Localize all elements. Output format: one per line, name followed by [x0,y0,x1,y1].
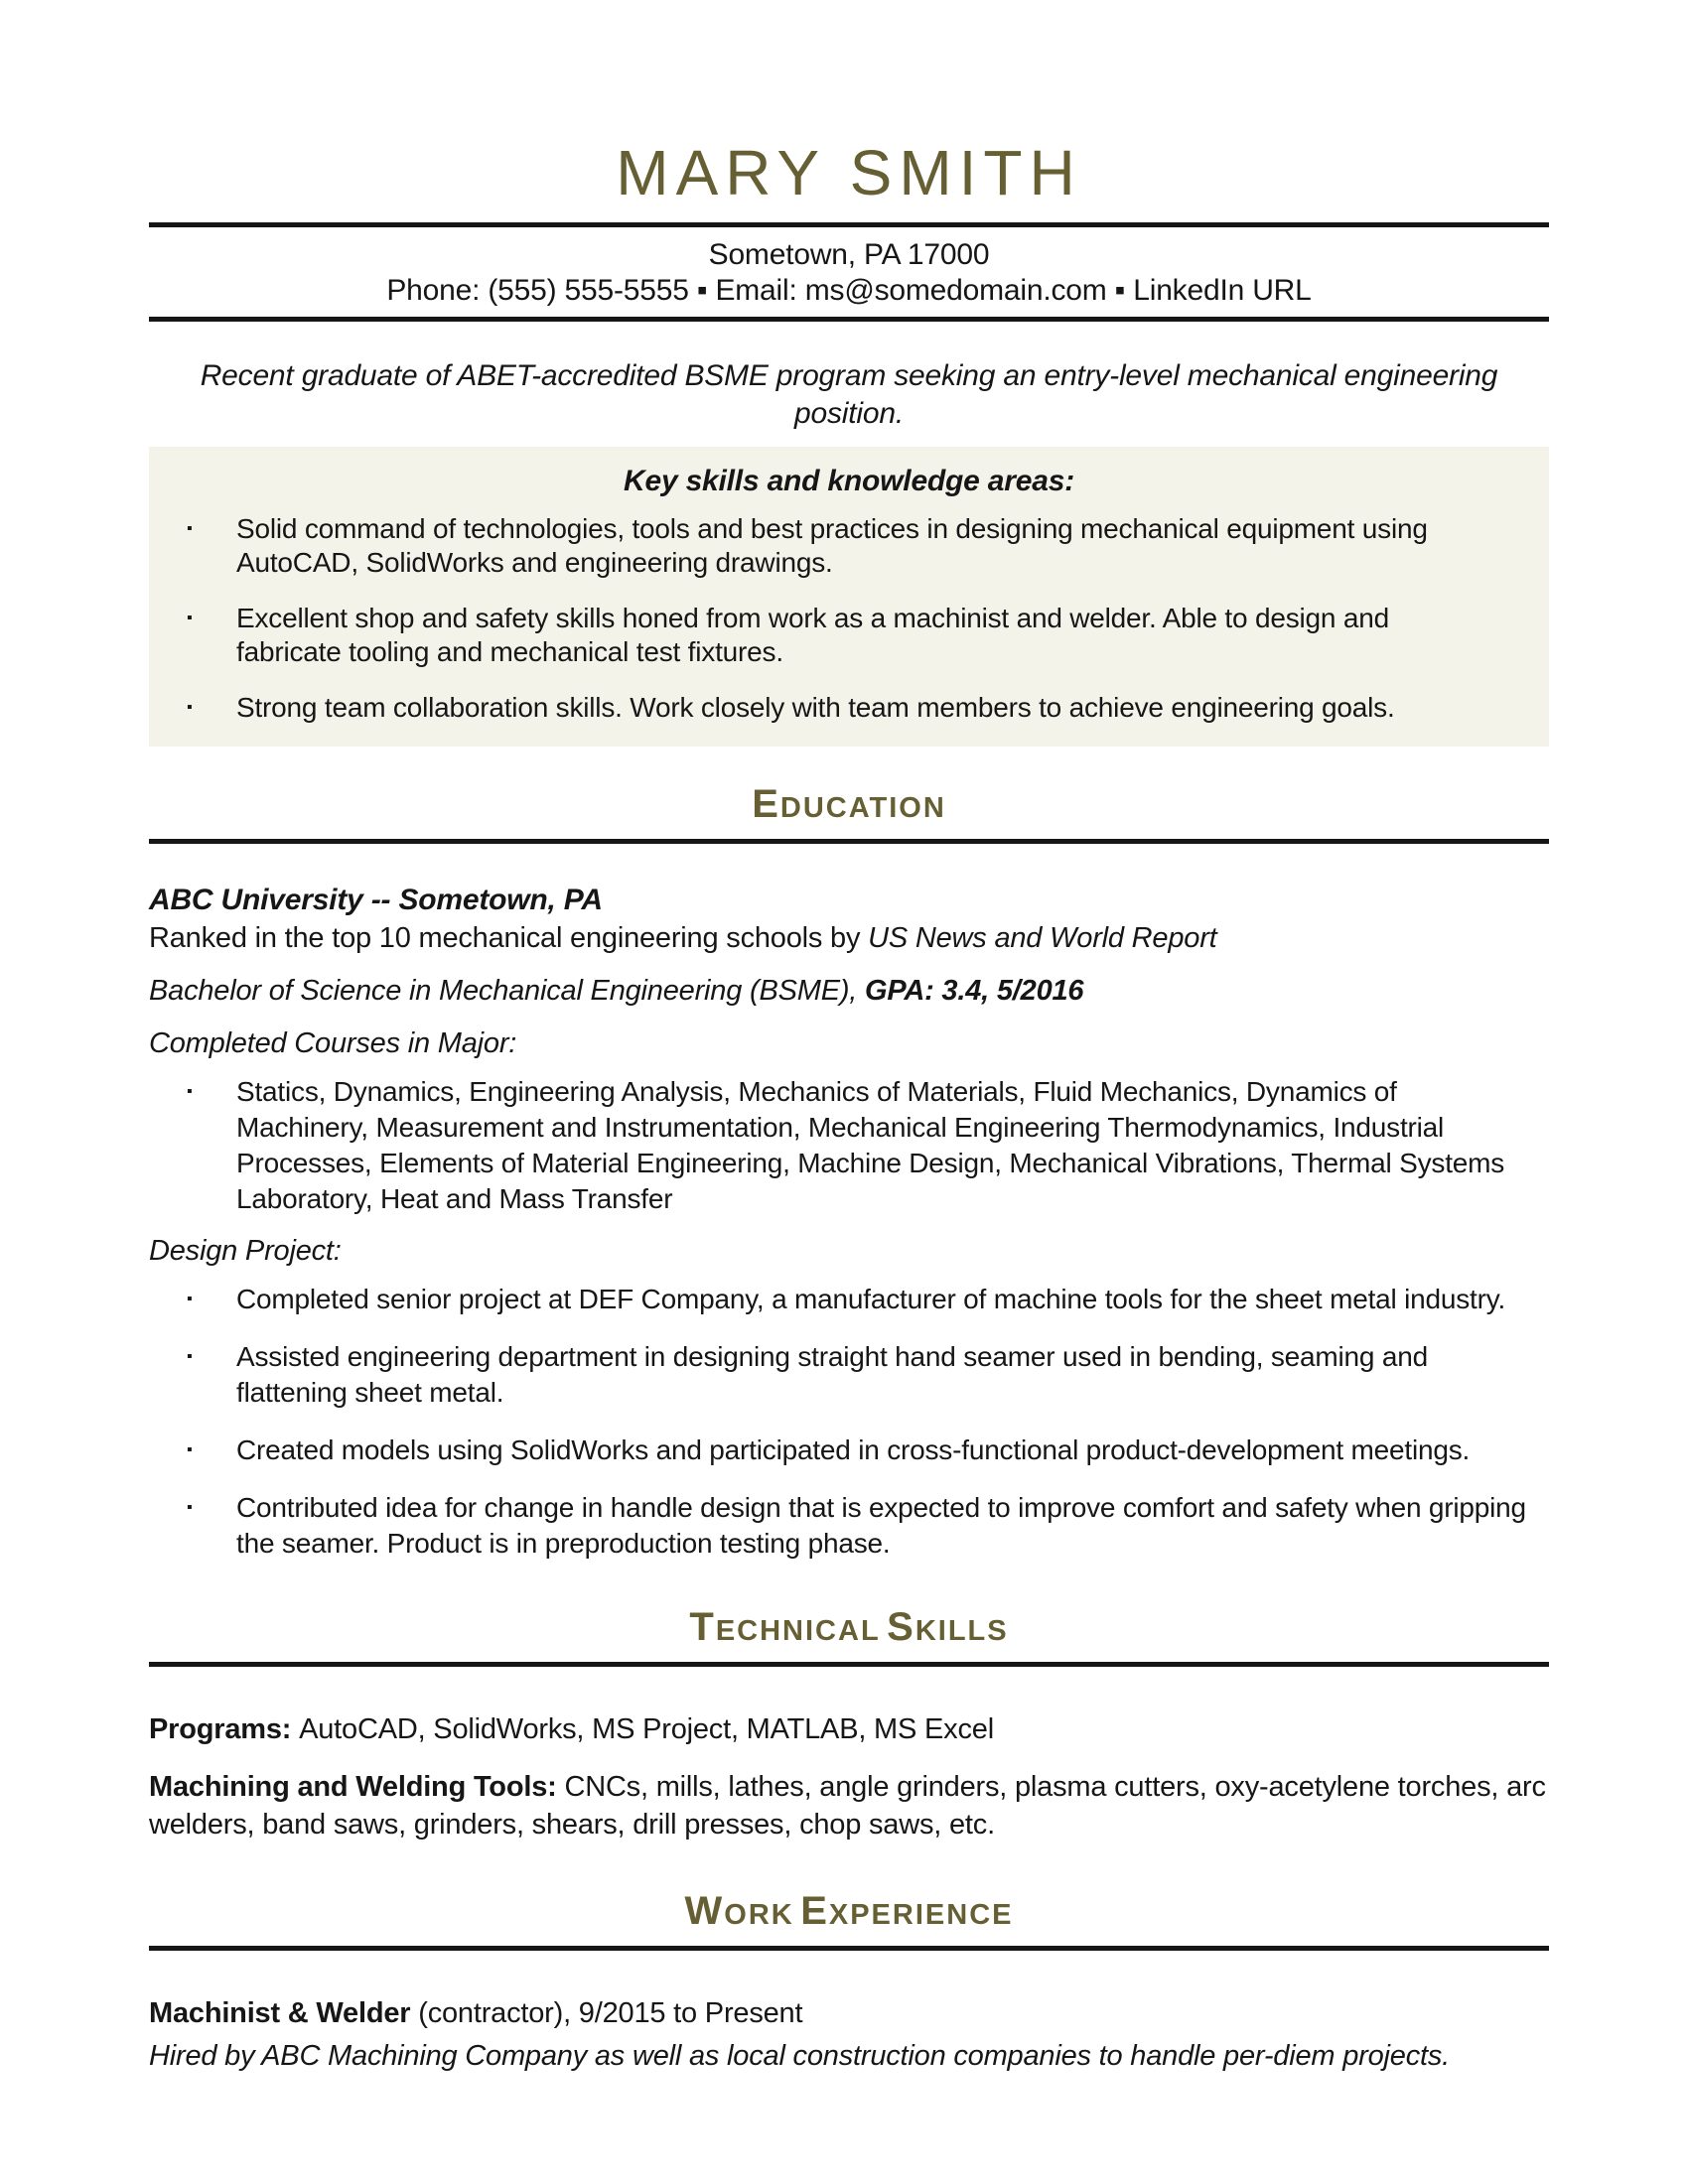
bullet-text: Statics, Dynamics, Engineering Analysis, Mechanics of Materials, Fluid Mechanics, Dynamics of Machinery, Measurement and Instrumentation, Mechanical Engineering Thermodynamics, Industrial Processes, Elements of Material Engineering, Machine Design, Mechanical Vibrations, Thermal Systems Laboratory, Heat and Mass Transfer [236,1076,1505,1214]
key-skills-title: Key skills and knowledge areas: [624,465,1074,497]
title-rest: KILLS [914,1615,1009,1647]
design-project-label: Design Project: [149,1235,342,1267]
objective-statement: Recent graduate of ABET-accredited BSME program seeking an entry-level mechanical engineering position. [200,359,1498,430]
divider-work-experience [149,1946,1549,1951]
education-ranking [149,919,1549,957]
title-rest: XPERIENCE [828,1899,1014,1931]
programs-line [149,1710,1549,1748]
list-item [149,1339,1549,1411]
text-run: Machining and Welding Tools: [149,1771,565,1803]
job-title-line [149,1994,1549,2032]
bullet-square-icon: ▪ [187,1291,193,1307]
list-item [149,1282,1549,1317]
bullet-text: Contributed idea for change in handle design that is expected to improve comfort and safety when gripping the seamer. Product is in preproduction testing phase. [236,1492,1526,1559]
contact-line: Phone: (555) 555-5555 ▪ Email: ms@somedomain.com ▪ LinkedIn URL [386,274,1312,307]
candidate-name: MARY SMITH [616,137,1082,208]
bullet-text: Completed senior project at DEF Company, a manufacturer of machine tools for the sheet metal industry. [236,1284,1506,1314]
title-rest: ORK [724,1899,794,1931]
bullet-square-icon: ▪ [187,520,193,537]
title-rest: ECHNICAL [715,1615,881,1647]
list-item [149,512,1549,580]
divider-under-contact [149,317,1549,322]
education-school: ABC University -- Sometown, PA [149,884,603,916]
address-line: Sometown, PA 17000 [708,238,990,271]
text-run: GPA: 3.4, 5/2016 [865,975,1084,1007]
divider-education [149,839,1549,844]
bullet-square-icon: ▪ [187,610,193,626]
section-title-technical-skills [149,1603,1549,1660]
key-skills-box [149,447,1549,747]
bullet-text: Excellent shop and safety skills honed from work as a machinist and welder. Able to design and fabricate tooling and mechanical test fixtures. [236,603,1389,667]
education-degree [149,972,1549,1010]
courses-list [149,1074,1549,1217]
key-skills-list [149,512,1549,725]
text-run: CNCs, mills, lathes, angle grinders, plasma cutters, oxy-acetylene torches, arc welders, band saws, grinders, shears, drill presses, chop saws, etc. [149,1771,1546,1841]
title-initial: E [800,1889,829,1933]
section-title-education [149,780,1549,837]
bullet-square-icon: ▪ [187,699,193,716]
text-run: Ranked in the top 10 mechanical engineering schools by [149,922,869,954]
divider-under-name [149,222,1549,227]
machining-tools-line [149,1768,1549,1843]
text-run: US News and World Report [868,922,1217,954]
resume-page [149,0,1549,2075]
bullet-square-icon: ▪ [187,1348,193,1365]
title-rest: DUCATION [779,792,946,824]
bullet-text: Assisted engineering department in designing straight hand seamer used in bending, seaming and flattening sheet metal. [236,1341,1428,1408]
title-initial: S [887,1605,915,1649]
bullet-text: Solid command of technologies, tools and best practices in designing mechanical equipment using AutoCAD, SolidWorks and engineering drawings. [236,513,1428,578]
bullet-text: Created models using SolidWorks and participated in cross-functional product-development meetings. [236,1434,1471,1465]
title-initial: E [752,782,780,826]
text-run: AutoCAD, SolidWorks, MS Project, MATLAB, MS Excel [299,1713,994,1745]
divider-technical-skills [149,1662,1549,1667]
list-item [149,1490,1549,1562]
bullet-square-icon: ▪ [187,1441,193,1458]
text-run: Machinist & Welder [149,1997,411,2029]
list-item [149,691,1549,725]
bullet-square-icon: ▪ [187,1083,193,1100]
bullet-square-icon: ▪ [187,1499,193,1516]
section-title-work-experience [149,1887,1549,1944]
list-item [149,1074,1549,1217]
text-run: Bachelor of Science in Mechanical Engineering (BSME), [149,975,866,1007]
list-item [149,1433,1549,1468]
list-item [149,602,1549,669]
job-description: Hired by ABC Machining Company as well as local construction companies to handle per-diem projects. [149,2040,1451,2072]
title-initial: T [689,1605,716,1649]
bullet-text: Strong team collaboration skills. Work closely with team members to achieve engineering goals. [236,692,1395,723]
text-run: Programs: [149,1713,300,1745]
design-project-list [149,1282,1549,1562]
text-run: (contractor), 9/2015 to Present [410,1997,803,2029]
title-initial: W [684,1889,725,1933]
courses-label: Completed Courses in Major: [149,1027,517,1059]
